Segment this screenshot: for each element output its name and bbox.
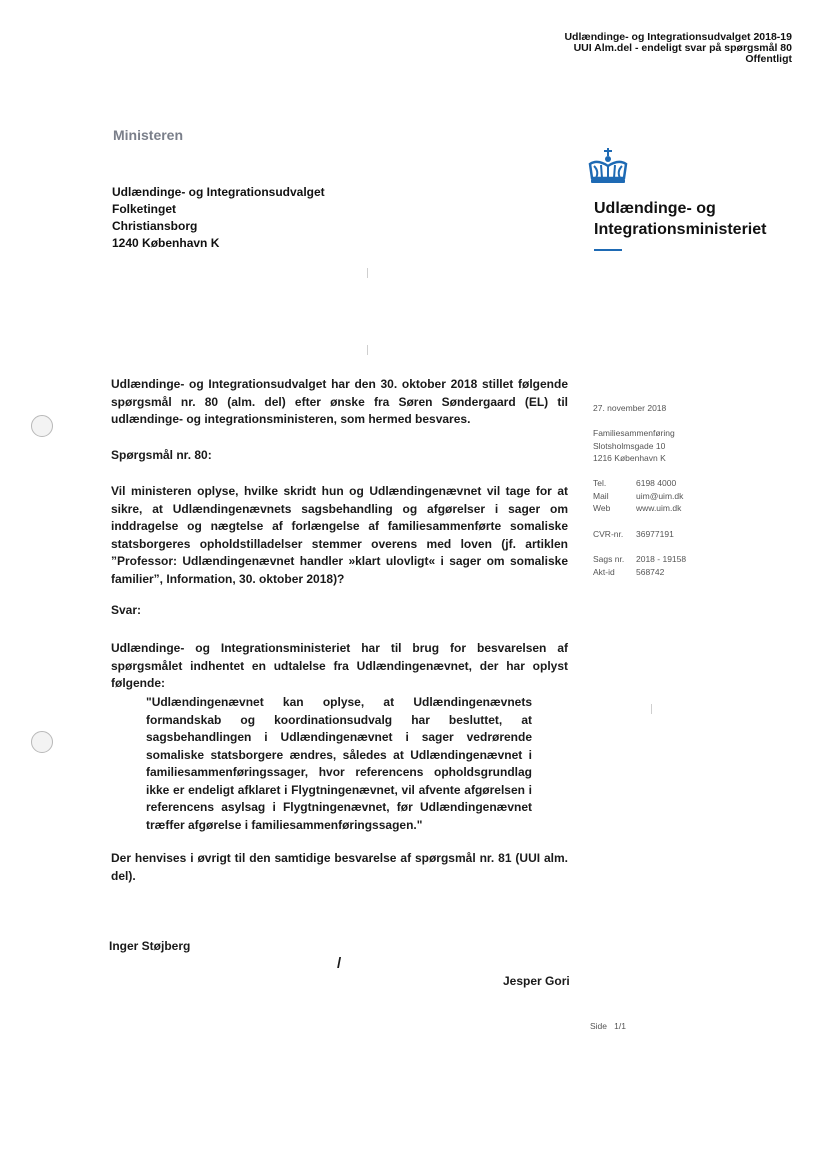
punch-hole — [31, 731, 53, 753]
ministry-name-line: Integrationsministeriet — [594, 221, 767, 238]
contact-label: Tel. — [593, 478, 607, 488]
case-value: 2018 - 19158 — [636, 554, 687, 564]
case-row — [593, 566, 686, 579]
letter-date: 27. november 2018 — [593, 403, 667, 413]
department-address — [593, 427, 675, 465]
quoted-statement: "Udlændingenævnet kan oplyse, at Udlændingenævnets formandskab og koordinationsudvalg har besluttet, at sagsbehandlingen i Udlændingenævnet i sager vedrørende somaliske statsborgere ændres, således at Udlændingenævnet i familiesammenføringssager, hvor referencens opholdsgrundlag ikke er endeligt afklaret i Flygtningenævnet, vil afvente afgørelsen i referencens asylsag i Flygtningenævnet, før Udlændingenævnet træffer afgørelse i familiesammenføringssagen." — [146, 695, 532, 832]
recipient-line: Folketinget — [112, 202, 177, 216]
contact-value: uim@uim.dk — [636, 490, 684, 501]
contact-label: Web — [593, 503, 611, 513]
contact-row — [593, 502, 683, 515]
question-paragraph: Vil ministeren oplyse, hvilke skridt hun og Udlændingenævnet vil tage for at sikre, at Udlændingenævnets sagsbehandling og afgørelser i sager om inddragelse og nægtelse af forlængelse af familiesammenførte somaliske statsborgeres opholdstilladelser stemmer overens med loven (jf. artiklen ”Professor: Udlændingenævnet handler »klart ulovligt« i sager om somaliske familier”, Information, 30. oktober 2018)? — [111, 484, 568, 586]
ministry-name-line: Udlændinge- og — [594, 200, 716, 217]
recipient-line: Udlændinge- og Integrationsudvalget — [112, 185, 325, 199]
ministry-name — [594, 198, 766, 240]
page-value: 1/1 — [614, 1021, 626, 1031]
contact-row — [593, 490, 683, 503]
sender-label: Ministeren — [113, 127, 184, 143]
page-number — [590, 1021, 626, 1031]
cvr-value: 36977191 — [636, 529, 674, 539]
case-details — [593, 553, 686, 578]
department-city: 1216 København K — [593, 453, 666, 463]
case-value: 568742 — [636, 566, 665, 577]
scan-mark — [651, 704, 652, 714]
case-label: Akt-id — [593, 566, 615, 577]
reference-paragraph: Der henvises i øvrigt til den samtidige besvarelse af spørgsmål nr. 81 (UUI alm. del). — [111, 851, 568, 883]
recipient-address — [112, 184, 325, 252]
scan-mark — [367, 345, 368, 355]
punch-hole — [31, 415, 53, 437]
minister-signature: Inger Støjberg — [109, 939, 191, 953]
page-label: Side — [590, 1021, 608, 1031]
crown-logo-icon — [586, 148, 630, 188]
question-heading: Spørgsmål nr. 80: — [111, 448, 212, 462]
official-signature: Jesper Gori — [503, 974, 570, 988]
contact-label: Mail — [593, 490, 609, 501]
header-line-answer: UUI Alm.del - endeligt svar på spørgsmål 80 — [573, 42, 792, 54]
contact-row — [593, 477, 683, 490]
cvr-label: CVR-nr. — [593, 529, 624, 539]
cvr-row — [593, 528, 674, 541]
case-label: Sags nr. — [593, 554, 625, 564]
scan-mark — [367, 268, 368, 278]
header-line-committee: Udlændinge- og Integrationsudvalget 2018-19 — [564, 31, 792, 43]
header-line-public: Offentligt — [745, 53, 792, 65]
document-header — [564, 32, 792, 65]
contact-value: 6198 4000 — [636, 478, 677, 488]
answer-heading: Svar: — [111, 603, 142, 617]
department-name: Familiesammenføring — [593, 428, 675, 438]
intro-paragraph: Udlændinge- og Integrationsudvalget har den 30. oktober 2018 stillet følgende spørgsmål nr. 80 (alm. del) efter ønske fra Søren Søndergaard (EL) til udlændinge- og integrationsministeren, som hermed besvares. — [111, 377, 568, 426]
department-street: Slotsholmsgade 10 — [593, 440, 666, 451]
cvr-details — [593, 528, 674, 541]
contact-details — [593, 477, 683, 515]
recipient-line: Christiansborg — [112, 219, 198, 233]
answer-paragraph: Udlændinge- og Integrationsministeriet har til brug for besvarelsen af spørgsmålet indhentet en udtalelse fra Udlændingenævnet, der har oplyst følgende: — [111, 641, 568, 690]
recipient-line: 1240 København K — [112, 236, 220, 250]
ministry-rule — [594, 249, 622, 251]
case-row — [593, 553, 686, 566]
signature-separator: / — [337, 955, 342, 972]
contact-value: www.uim.dk — [636, 503, 682, 513]
